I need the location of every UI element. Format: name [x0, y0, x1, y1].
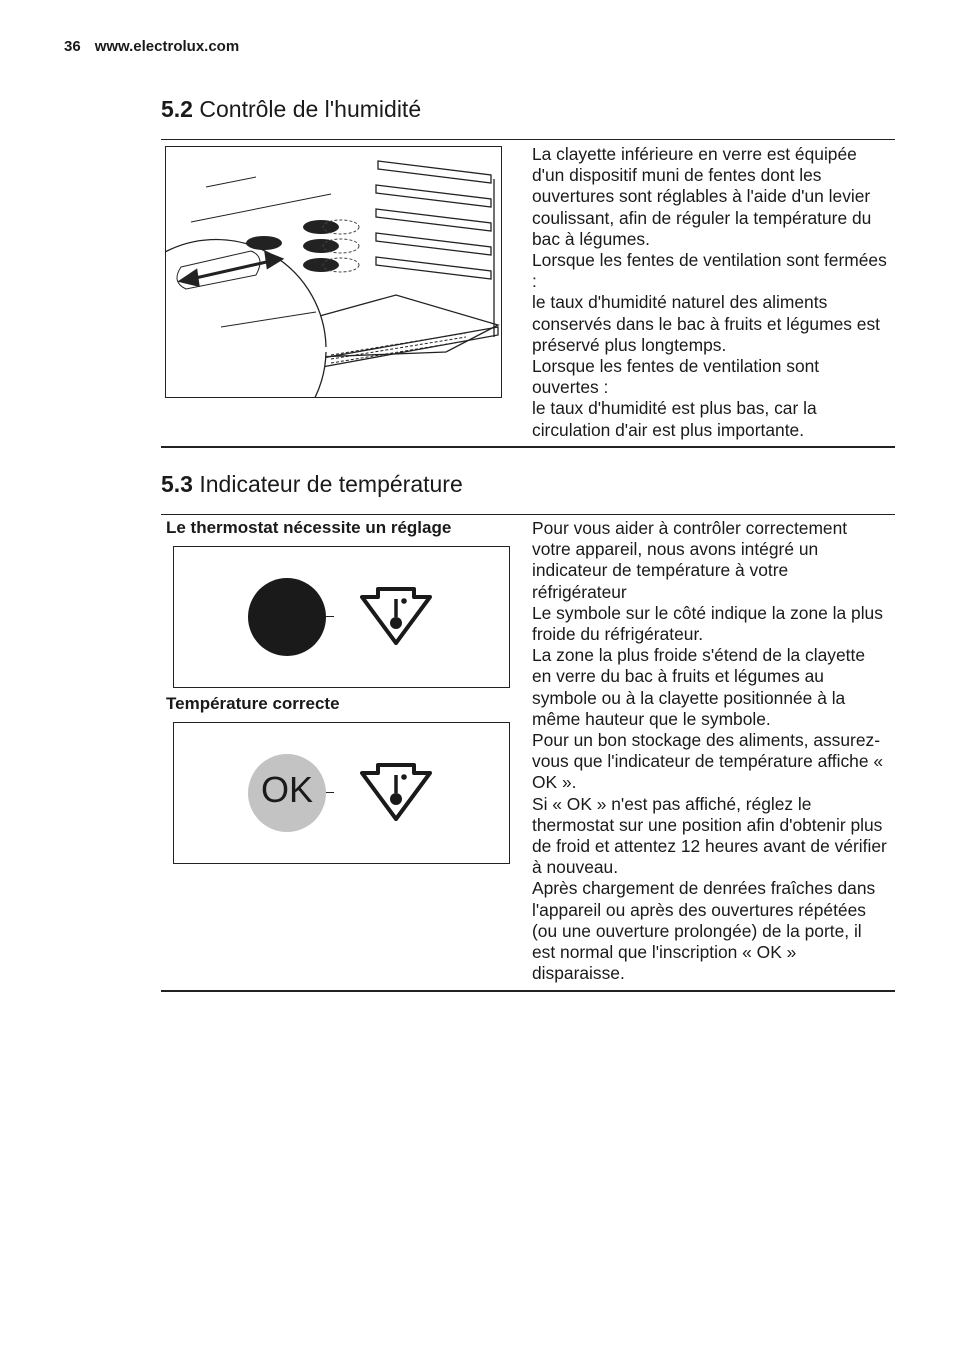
paragraph: le taux d'humidité naturel des aliments conservés dans le bac à fruits et légumes est préservé plus longtemps. [532, 292, 880, 355]
temperature-zone-icon [358, 585, 434, 647]
divider [161, 990, 895, 992]
divider [161, 139, 895, 140]
section-title-5-3: 5.3 Indicateur de température [161, 471, 463, 497]
site-url[interactable]: www.electrolux.com [94, 38, 240, 55]
paragraph: Pour un bon stockage des aliments, assurez-vous que l'indicateur de température affiche « OK ». [532, 730, 884, 793]
fridge-humidity-illustration [166, 147, 501, 397]
indicator-dark-dot [248, 578, 326, 656]
indicator-ok-dot [248, 754, 326, 832]
divider [161, 514, 895, 515]
indicator-tick [326, 792, 334, 793]
paragraph: le taux d'humidité est plus bas, car la circulation d'air est plus importante. [532, 398, 817, 440]
paragraph: Lorsque les fentes de ventilation sont fermées : [532, 250, 887, 292]
page-header [64, 38, 239, 55]
ok-label: OK [260, 769, 313, 810]
section-title-5-2: 5.2 Contrôle de l'humidité [161, 96, 422, 122]
paragraph: Pour vous aider à contrôler correctement votre appareil, nous avons intégré un indicateur de température à votre réfrigérateur [532, 518, 848, 602]
indicator-box-ok [173, 722, 510, 864]
paragraph: Le symbole sur le côté indique la zone la plus froide du réfrigérateur. [532, 602, 883, 645]
humidity-text [532, 144, 887, 441]
indicator-tick [326, 616, 334, 617]
paragraph: La zone la plus froide s'étend de la clayette en verre du bac à fruits et légumes au symbole ou à la clayette positionnée à la même hauteur que le symbole. [532, 645, 865, 729]
paragraph: Après chargement de denrées fraîches dans l'appareil ou après des ouvertures répétées (ou une ouverture prolongée) de la porte, il est normal que l'inscription « OK » disparaisse. [532, 878, 876, 984]
indicator-box-adjust [173, 546, 510, 688]
paragraph: La clayette inférieure en verre est équipée d'un dispositif muni de fentes dont les ouvertures sont réglables à l'aide d'un levier coulissant, afin de réguler la température du bac à légumes. [532, 144, 872, 249]
temperature-zone-icon [358, 761, 434, 823]
paragraph: Si « OK » n'est pas affiché, réglez le thermostat sur une position afin d'obtenir plus de froid et attentez 12 heures avant de vérifier à nouveau. [532, 793, 887, 878]
temperature-text [532, 518, 887, 984]
label-thermostat-adjust: Le thermostat nécessite un réglage [166, 518, 452, 537]
label-temperature-correct: Température correcte [166, 694, 340, 713]
divider [161, 446, 895, 448]
page-number: 36 [64, 38, 81, 55]
humidity-figure [165, 146, 502, 398]
paragraph: Lorsque les fentes de ventilation sont ouvertes : [532, 356, 820, 398]
